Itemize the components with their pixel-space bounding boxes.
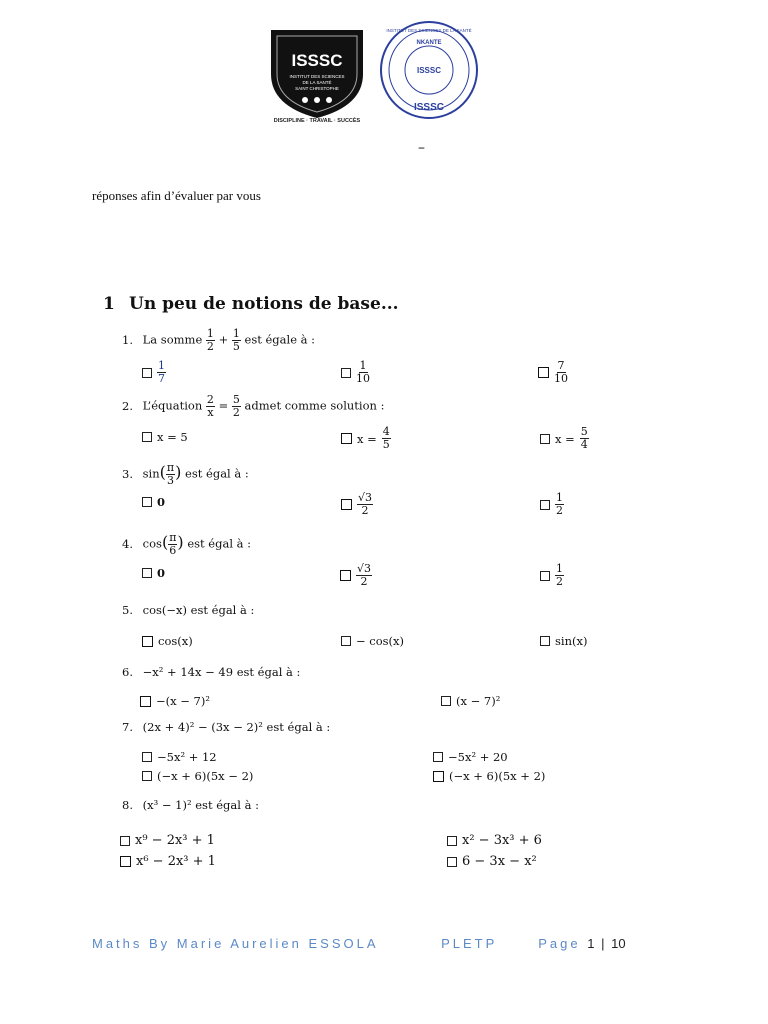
- q3-option-b[interactable]: $\frac{√3}{2}$: [341, 492, 373, 517]
- svg-text:SAINT CHRISTOPHE: SAINT CHRISTOPHE: [295, 86, 339, 91]
- page-footer: Maths By Marie Aurelien ESSOLA PLETP Page 1 | 10: [92, 936, 626, 951]
- footer-page-label: Page: [538, 936, 581, 951]
- q3-option-a[interactable]: 0: [142, 495, 165, 509]
- section-number: 1: [103, 294, 115, 314]
- question-4: 4. cos( $\frac{\pi}{6}$ ) est égal à :: [122, 531, 252, 558]
- q8-option-a[interactable]: x⁹ − 2x³ + 1: [120, 833, 215, 848]
- checkbox[interactable]: [447, 857, 457, 867]
- question-8: 8. (x³ − 1)² est égal à :: [122, 798, 259, 812]
- svg-text:ISSSC: ISSSC: [416, 66, 442, 75]
- checkbox[interactable]: [142, 771, 152, 781]
- q1-option-b[interactable]: $\frac{1}{10}$: [341, 360, 370, 385]
- question-2: 2. L’équation $\frac{2}{x}$ = $\frac{5}{2}$ admet comme solution :: [122, 393, 385, 420]
- q5-option-b[interactable]: − cos(x): [341, 634, 404, 648]
- q4-option-c[interactable]: $\frac{1}{2}$: [540, 563, 564, 588]
- question-6: 6. −x² + 14x − 49 est égal à :: [122, 665, 301, 679]
- q5-option-a[interactable]: cos(x): [142, 634, 193, 648]
- checkbox[interactable]: [341, 636, 351, 646]
- footer-page-total: 10: [611, 936, 626, 951]
- header-logos: [243, 14, 485, 124]
- question-5: 5. cos(−x) est égal à :: [122, 603, 255, 617]
- checkbox[interactable]: [447, 836, 457, 846]
- intro-text: réponses afin d’évaluer par vous: [92, 188, 261, 203]
- question-1: 1. La somme $\frac{1}{2}$ + $\frac{1}{5}$ est égale à :: [122, 327, 316, 354]
- checkbox[interactable]: [433, 752, 443, 762]
- question-7: 7. (2x + 4)² − (3x − 2)² est égal à :: [122, 720, 331, 734]
- svg-text:DE LA SANTÉ: DE LA SANTÉ: [302, 80, 332, 85]
- checkbox[interactable]: [540, 434, 550, 444]
- fraction: $\frac{1}{5}$: [232, 327, 240, 354]
- checkbox[interactable]: [142, 368, 152, 378]
- checkbox[interactable]: [540, 571, 550, 581]
- checkbox[interactable]: [433, 771, 444, 782]
- q8-option-d[interactable]: 6 − 3x − x²: [447, 854, 537, 869]
- checkbox[interactable]: [120, 836, 130, 846]
- checkbox[interactable]: [341, 499, 352, 510]
- checkbox[interactable]: [142, 568, 152, 578]
- institute-seal: [381, 22, 477, 118]
- q5-option-c[interactable]: sin(x): [540, 634, 587, 648]
- svg-text:DISCIPLINE · TRAVAIL · SUCCÈS: DISCIPLINE · TRAVAIL · SUCCÈS: [273, 118, 361, 124]
- q2-option-c[interactable]: x = $\frac{5}{4}$: [540, 426, 589, 451]
- footer-author: Maths By Marie Aurelien ESSOLA: [92, 936, 378, 951]
- fraction: $\frac{1}{2}$: [206, 327, 214, 354]
- q2-option-a[interactable]: x = 5: [142, 430, 188, 444]
- checkbox[interactable]: [142, 636, 153, 647]
- checkbox[interactable]: [120, 856, 131, 867]
- header-dash: –: [418, 140, 425, 156]
- svg-text:ISSSC: ISSSC: [413, 102, 445, 113]
- svg-text:INSTITUT DES SCIENCES DE LA SA: INSTITUT DES SCIENCES DE LA SANTÉ: [386, 28, 472, 33]
- checkbox[interactable]: [142, 497, 152, 507]
- q3-option-c[interactable]: $\frac{1}{2}$: [540, 492, 564, 517]
- svg-text:NKANTE: NKANTE: [416, 40, 442, 46]
- q4-option-a[interactable]: 0: [142, 566, 165, 580]
- footer-page-number: 1: [587, 936, 595, 951]
- q7-option-c[interactable]: (−x + 6)(5x − 2): [142, 769, 253, 783]
- checkbox[interactable]: [341, 433, 352, 444]
- checkbox[interactable]: [142, 432, 152, 442]
- checkbox[interactable]: [540, 500, 550, 510]
- logo-acronym: ISSSC: [291, 51, 343, 70]
- q4-option-b[interactable]: $\frac{√3}{2}$: [340, 563, 372, 588]
- section-title: Un peu de notions de base...: [129, 294, 399, 314]
- isssc-logo: [243, 14, 485, 124]
- checkbox[interactable]: [540, 636, 550, 646]
- checkbox[interactable]: [538, 367, 549, 378]
- footer-course: PLETP: [441, 936, 498, 951]
- svg-text:INSTITUT DES SCIENCES: INSTITUT DES SCIENCES: [289, 74, 345, 79]
- q6-option-a[interactable]: −(x − 7)²: [140, 694, 210, 708]
- q6-option-b[interactable]: (x − 7)²: [441, 694, 500, 708]
- checkbox[interactable]: [140, 696, 151, 707]
- question-3: 3. sin( $\frac{\pi}{3}$ ) est égal à :: [122, 461, 249, 488]
- checkbox[interactable]: [142, 752, 152, 762]
- q7-option-d[interactable]: (−x + 6)(5x + 2): [433, 769, 545, 783]
- q8-option-b[interactable]: x² − 3x³ + 6: [447, 833, 542, 848]
- q8-option-c[interactable]: x⁶ − 2x³ + 1: [120, 854, 216, 869]
- checkbox[interactable]: [340, 570, 351, 581]
- q1-option-a[interactable]: $\frac{1}{7}$: [142, 360, 166, 385]
- checkbox[interactable]: [441, 696, 451, 706]
- q7-option-a[interactable]: −5x² + 12: [142, 750, 217, 764]
- q1-option-c[interactable]: $\frac{7}{10}$: [538, 360, 568, 385]
- q7-option-b[interactable]: −5x² + 20: [433, 750, 508, 764]
- q2-option-b[interactable]: x = $\frac{4}{5}$: [341, 426, 391, 451]
- checkbox[interactable]: [341, 368, 351, 378]
